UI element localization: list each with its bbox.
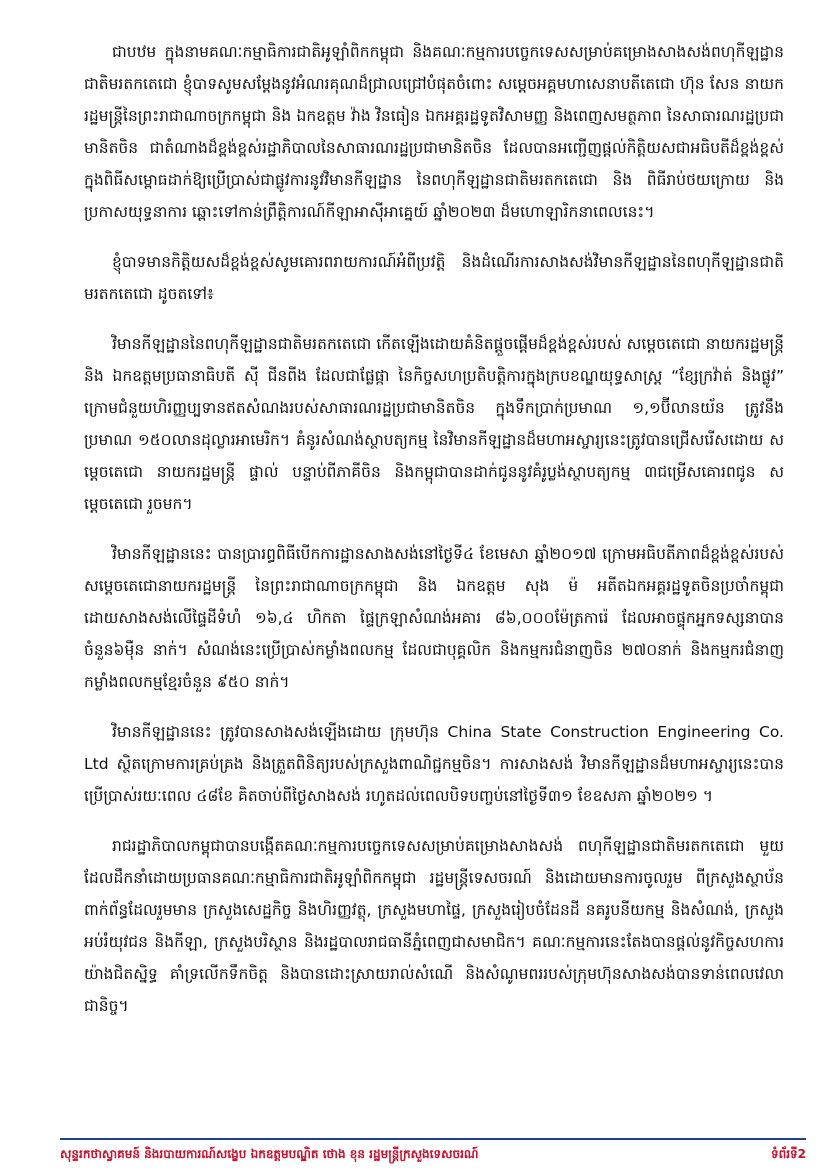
page-footer: [60, 1138, 806, 1164]
paragraph-5: វិមានកីឡដ្ឋាននេះ ត្រូវបានសាងសង់ឡើងដោយ ក្រុមហ៊ុន China State Construction Engineering Co. Ltd ស្ថិតក្រោមការគ្រប់គ្រង និងត្រួតពិនិត្យរបស់ក្រសួងពាណិជ្ជកម្មចិន។ ការសាងសង់ វិមានកីឡដ្ឋានដ៏មហាអស្ចារ្យនេះបានប្រើប្រាស់រយៈពេល ៤៨ខែ គិតចាប់ពីថ្ងៃសាងសង់ រហូតដល់ពេលបិទបញ្ចប់នៅថ្ងៃទី៣១ ខែឧសភា ឆ្នាំ២០២១ ។: [84, 723, 784, 805]
paragraph-2: ខ្ញុំបាទមានកិត្តិយសដ៏ខ្ពង់ខ្ពស់សូមគោរពរាយការណ៍អំពីប្រវត្តិ និងដំណើរការសាងសង់វិមានកីឡដ្ឋាននៃពហុកីឡដ្ឋានជាតិមរតកតេជោ ដូចតទៅ៖: [84, 253, 784, 303]
paragraph-6: រាជរដ្ឋាភិបាលកម្ពុជាបានបង្កើតគណៈកម្មការបច្ចេកទេសសម្រាប់គម្រោងសាងសង់ ពហុកីឡដ្ឋានជាតិមរតកតេជោ មួយដែលដឹកនាំដោយប្រធានគណៈកម្មាធិការជាតិអូឡាំពិកកម្ពុជា រដ្ឋមន្ត្រីទេសចរណ៍ និងដោយមានការចូលរួម ពីក្រសួងស្ថាប័នពាក់ព័ន្ធដែលរួមមាន ក្រសួងសេដ្ឋកិច្ច និងហិរញ្ញវត្ថុ, ក្រសួងមហាផ្ទៃ, ក្រសួងរៀបចំដែនដី នគរូបនីយកម្ម និងសំណង់, ក្រសួងអប់រំយុវជន និងកីឡា, ក្រសួងបរិស្ថាន និងរដ្ឋបាលរាជធានីភ្នំពេញជាសមាជិក។ គណៈកម្មការនេះតែងបានផ្តល់នូវកិច្ចសហការយ៉ាងជិតស្និទ្ធ គាំទ្រលើកទឹកចិត្ត និងបានដោះស្រាយរាល់សំណើ និងសំណូមពររបស់ក្រុមហ៊ុនសាងសង់បានទាន់ពេលវេលាជានិច្ច។: [84, 837, 784, 1015]
page-number: ទំព័រទី2: [770, 1147, 806, 1161]
footer-title: សុន្ទរកថាស្វាគមន៍ និងរបាយការណ៍សង្ខេប ឯកឧត្តមបណ្ឌិត ថោង ខុន រដ្ឋមន្ត្រីក្រសួងទេសចរណ៍: [60, 1147, 479, 1161]
paragraph-4: វិមានកីឡដ្ឋាននេះ បានប្រារព្ធពិធីបើកការដ្ឋានសាងសង់នៅថ្ងៃទី៤ ខែមេសា ឆ្នាំ២០១៧ ក្រោមអធិបតីភាពដ៏ខ្ពង់ខ្ពស់របស់ សម្តេចតេជោនាយករដ្ឋមន្ត្រី នៃព្រះរាជាណាចក្រកម្ពុជា និង ឯកឧត្តម សុង ម៉ អតីតឯកអគ្គរដ្ឋទូតចិនប្រចាំកម្ពុជា ដោយសាងសង់លើផ្ទៃដីទំហំ ១៦,៤ ហិកតា ផ្ទៃក្រឡាសំណង់អគារ ៨៦,០០០ម៉ែត្រការ៉េ ដែលអាចផ្ទុកអ្នកទស្សនាបាន ចំនួន៦ម៉ឺន នាក់។ សំណង់នេះប្រើប្រាស់កម្លាំងពលកម្ម ដែលជាបុគ្គលិក និងកម្មករជំនាញចិន ២៧០នាក់ និងកម្មករជំនាញ កម្លាំងពលកម្មខ្មែរចំនួន ៩៥០ នាក់។: [84, 545, 784, 691]
paragraph-1: ជាបឋម ក្នុងនាមគណៈកម្មាធិការជាតិអូឡាំពិកកម្ពុជា និងគណៈកម្មការបច្ចេកទេសសម្រាប់គម្រោងសាងសង់ពហុកីឡដ្ឋានជាតិមរតកតេជោ ខ្ញុំបាទសូមសម្តែងនូវអំណរគុណដ៏ជ្រាលជ្រៅបំផុតចំពោះ សម្តេចអគ្គមហាសេនាបតីតេជោ ហ៊ុន សែន នាយករដ្ឋមន្រ្តីនៃព្រះរាជាណាចក្រកម្ពុជា និង ឯកឧត្តម វ៉ាង វិនធៀន ឯកអគ្គរដ្ឋទូតវិសាមញ្ញ និងពេញសមត្ថភាព នៃសាធារណរដ្ឋប្រជាមានិតចិន ជាតំណាងដ៏ខ្ពង់ខ្ពស់រដ្ឋាភិបាលនៃសាធារណរដ្ឋប្រជាមានិតចិន ដែលបានអញ្ជើញផ្តល់កិត្តិយសជាអធិបតីដ៏ខ្ពង់ខ្ពស់ ក្នុងពិធីសម្ពោធដាក់ឱ្យប្រើប្រាស់ជាផ្លូវការនូវវិមានកីឡដ្ឋាន នៃពហុកីឡដ្ឋានជាតិមរតកតេជោ និង ពិធីរាប់ថយក្រោយ និងប្រកាសយុទ្ធនាការ ឆ្ពោះទៅកាន់ព្រឹត្តិការណ៍កីឡាអាស៊ីអាគ្នេយ៍ ឆ្នាំ២០២៣ ដ៏មហោឡារិកនាពេលនេះ។: [84, 43, 784, 221]
document-body: [84, 36, 784, 1040]
paragraph-3: វិមានកីឡដ្ឋាននៃពហុកីឡដ្ឋានជាតិមរតកតេជោ កើតឡើងដោយគំនិតផ្តួចផ្តើមដ៏ខ្ពង់ខ្ពស់របស់ សម្តេចតេជោ នាយករដ្ឋមន្ត្រី និង ឯកឧត្តមប្រធានាធិបតី ស៊ី ជីនពីង ដែលជាផ្លែផ្កា នៃកិច្ចសហប្រតិបត្តិការក្នុងក្របខណ្ឌយុទ្ធសាស្ត្រ “ខ្សែក្រវ៉ាត់ និងផ្លូវ” ក្រោមជំនួយហិរញ្ញប្បទានឥតសំណងរបស់សាធារណរដ្ឋប្រជាមានិតចិន ក្នុងទឹកប្រាក់ប្រមាណ ១,១ប៊ីលានយ័ន ត្រូវនឹងប្រមាណ ១៥០លានដុល្លារអាមេរិក។ គំនូរសំណង់ស្ថាបត្យកម្ម នៃវិមានកីឡដ្ឋានដ៏មហាអស្ចារ្យនេះត្រូវបានជ្រើសរើសដោយ សម្តេចតេជោ នាយករដ្ឋមន្ត្រី ផ្ទាល់ បន្ទាប់ពីភាគីចិន និងកម្ពុជាបានដាក់ជូននូវគំរូប្លង់ស្ថាបត្យកម្ម ៣ជម្រើសគោរពជូន សម្តេចតេជោ រួចមក។: [84, 335, 784, 513]
